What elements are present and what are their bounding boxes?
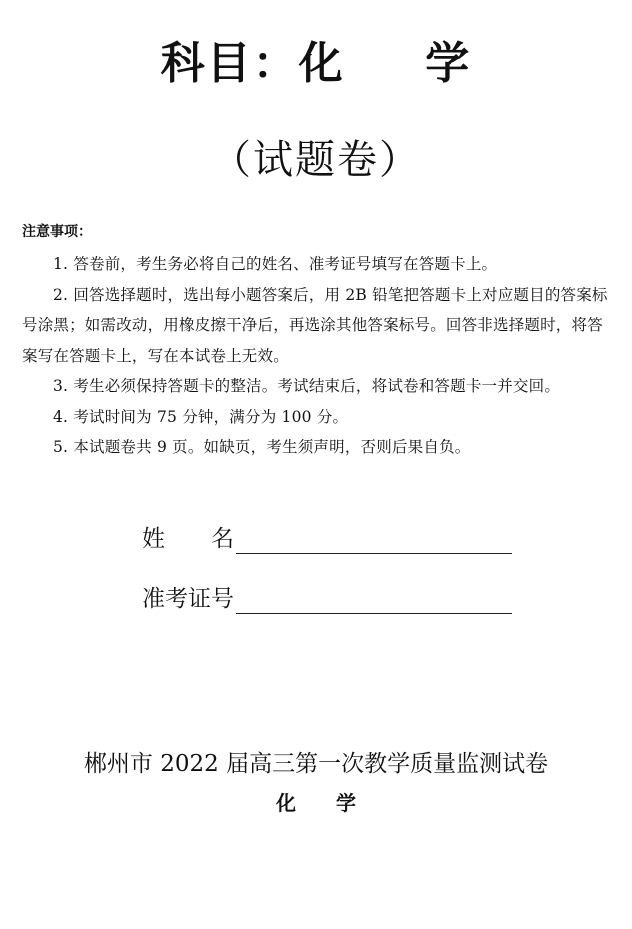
name-row — [142, 524, 512, 554]
name-blank-line — [236, 531, 512, 554]
footer-subject: 化 学 — [276, 791, 356, 815]
notice-item-2: 2. 回答选择题时，选出每小题答案后，用 2B 铅笔把答题卡上对应题目的答案标号涂黑；如需改动，用橡皮擦干净后，再选涂其他答案标号。回答非选择题时，将答案写在答题卡上，写在本试卷上无效。 — [22, 285, 608, 365]
notice-list — [22, 249, 614, 463]
notice-item-3: 3. 考生必须保持答题卡的整洁。考试结束后，将试卷和答题卡一并交回。 — [53, 377, 561, 395]
subject-title: 科目：化 学 — [160, 38, 472, 89]
paper-type-title: （试题卷） — [211, 137, 421, 183]
name-label: 姓 名 — [142, 526, 234, 552]
notice-heading: 注意事项： — [22, 224, 92, 240]
notice-item-5: 5. 本试题卷共 9 页。如缺页，考生须声明，否则后果自负。 — [53, 438, 471, 456]
exam-title: 郴州市 2022 届高三第一次教学质量监测试卷 — [83, 751, 549, 777]
exam-id-label: 准考证号 — [142, 586, 234, 612]
exam-id-row — [142, 584, 512, 614]
exam-id-blank-line — [236, 591, 512, 614]
notice-item-1: 1. 答卷前，考生务必将自己的姓名、准考证号填写在答题卡上。 — [53, 255, 498, 273]
notice-item-4: 4. 考试时间为 75 分钟，满分为 100 分。 — [53, 407, 349, 426]
